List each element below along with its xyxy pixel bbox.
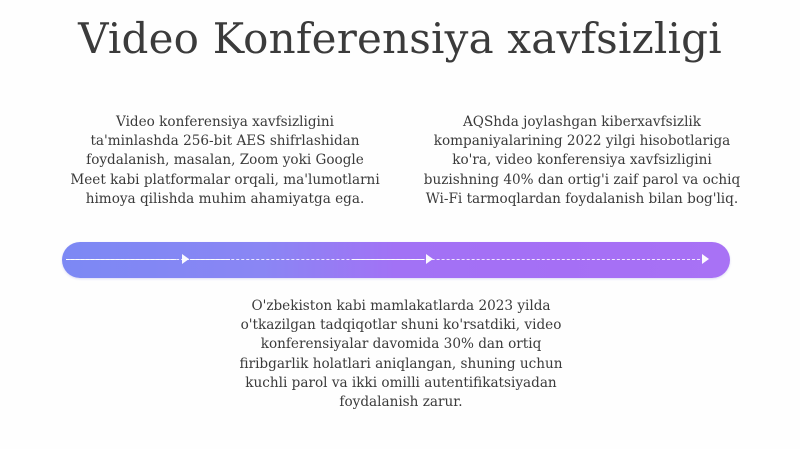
text-block-aes-encryption: Video konferensiya xavfsizligini ta'minlashda 256-bit AES shifrlashidan foydalanish, masalan, Zoom yoki Google Meet kabi platformalar orqali, ma'lumotlarni himoya qilishda muhim ahamiyatga ega. [70, 114, 380, 207]
timeline-solid-segment [190, 259, 230, 260]
timeline-arrow-icon [426, 254, 433, 264]
timeline-arrow-icon [702, 254, 709, 264]
timeline-solid-segment [66, 259, 176, 260]
slide-title: Video Konferensiya xavfsizligi [78, 14, 722, 63]
timeline-arrow-icon [182, 254, 189, 264]
timeline-bar [62, 242, 730, 278]
text-block-usa-report: AQShda joylashgan kiberxavfsizlik kompaniyalarining 2022 yilgi hisobotlariga ko'ra, video konferensiya xavfsizligini buzishning 40% dan ortig'i zaif parol va ochiq Wi-Fi tarmoqlardan foydalanish bilan bog'liq. [423, 114, 741, 207]
text-block-uzbekistan-research: O'zbekiston kabi mamlakatlarda 2023 yilda o'tkazilgan tadqiqotlar shuni ko'rsatdiki, video konferensiyalar davomida 30% dan ortiq firibgarlik holatlari aniqlangan, shuning uchun kuchli parol va ikki omilli autentifikatsiyadan foydalanish zarur. [239, 298, 563, 411]
timeline-solid-segment [352, 259, 424, 260]
